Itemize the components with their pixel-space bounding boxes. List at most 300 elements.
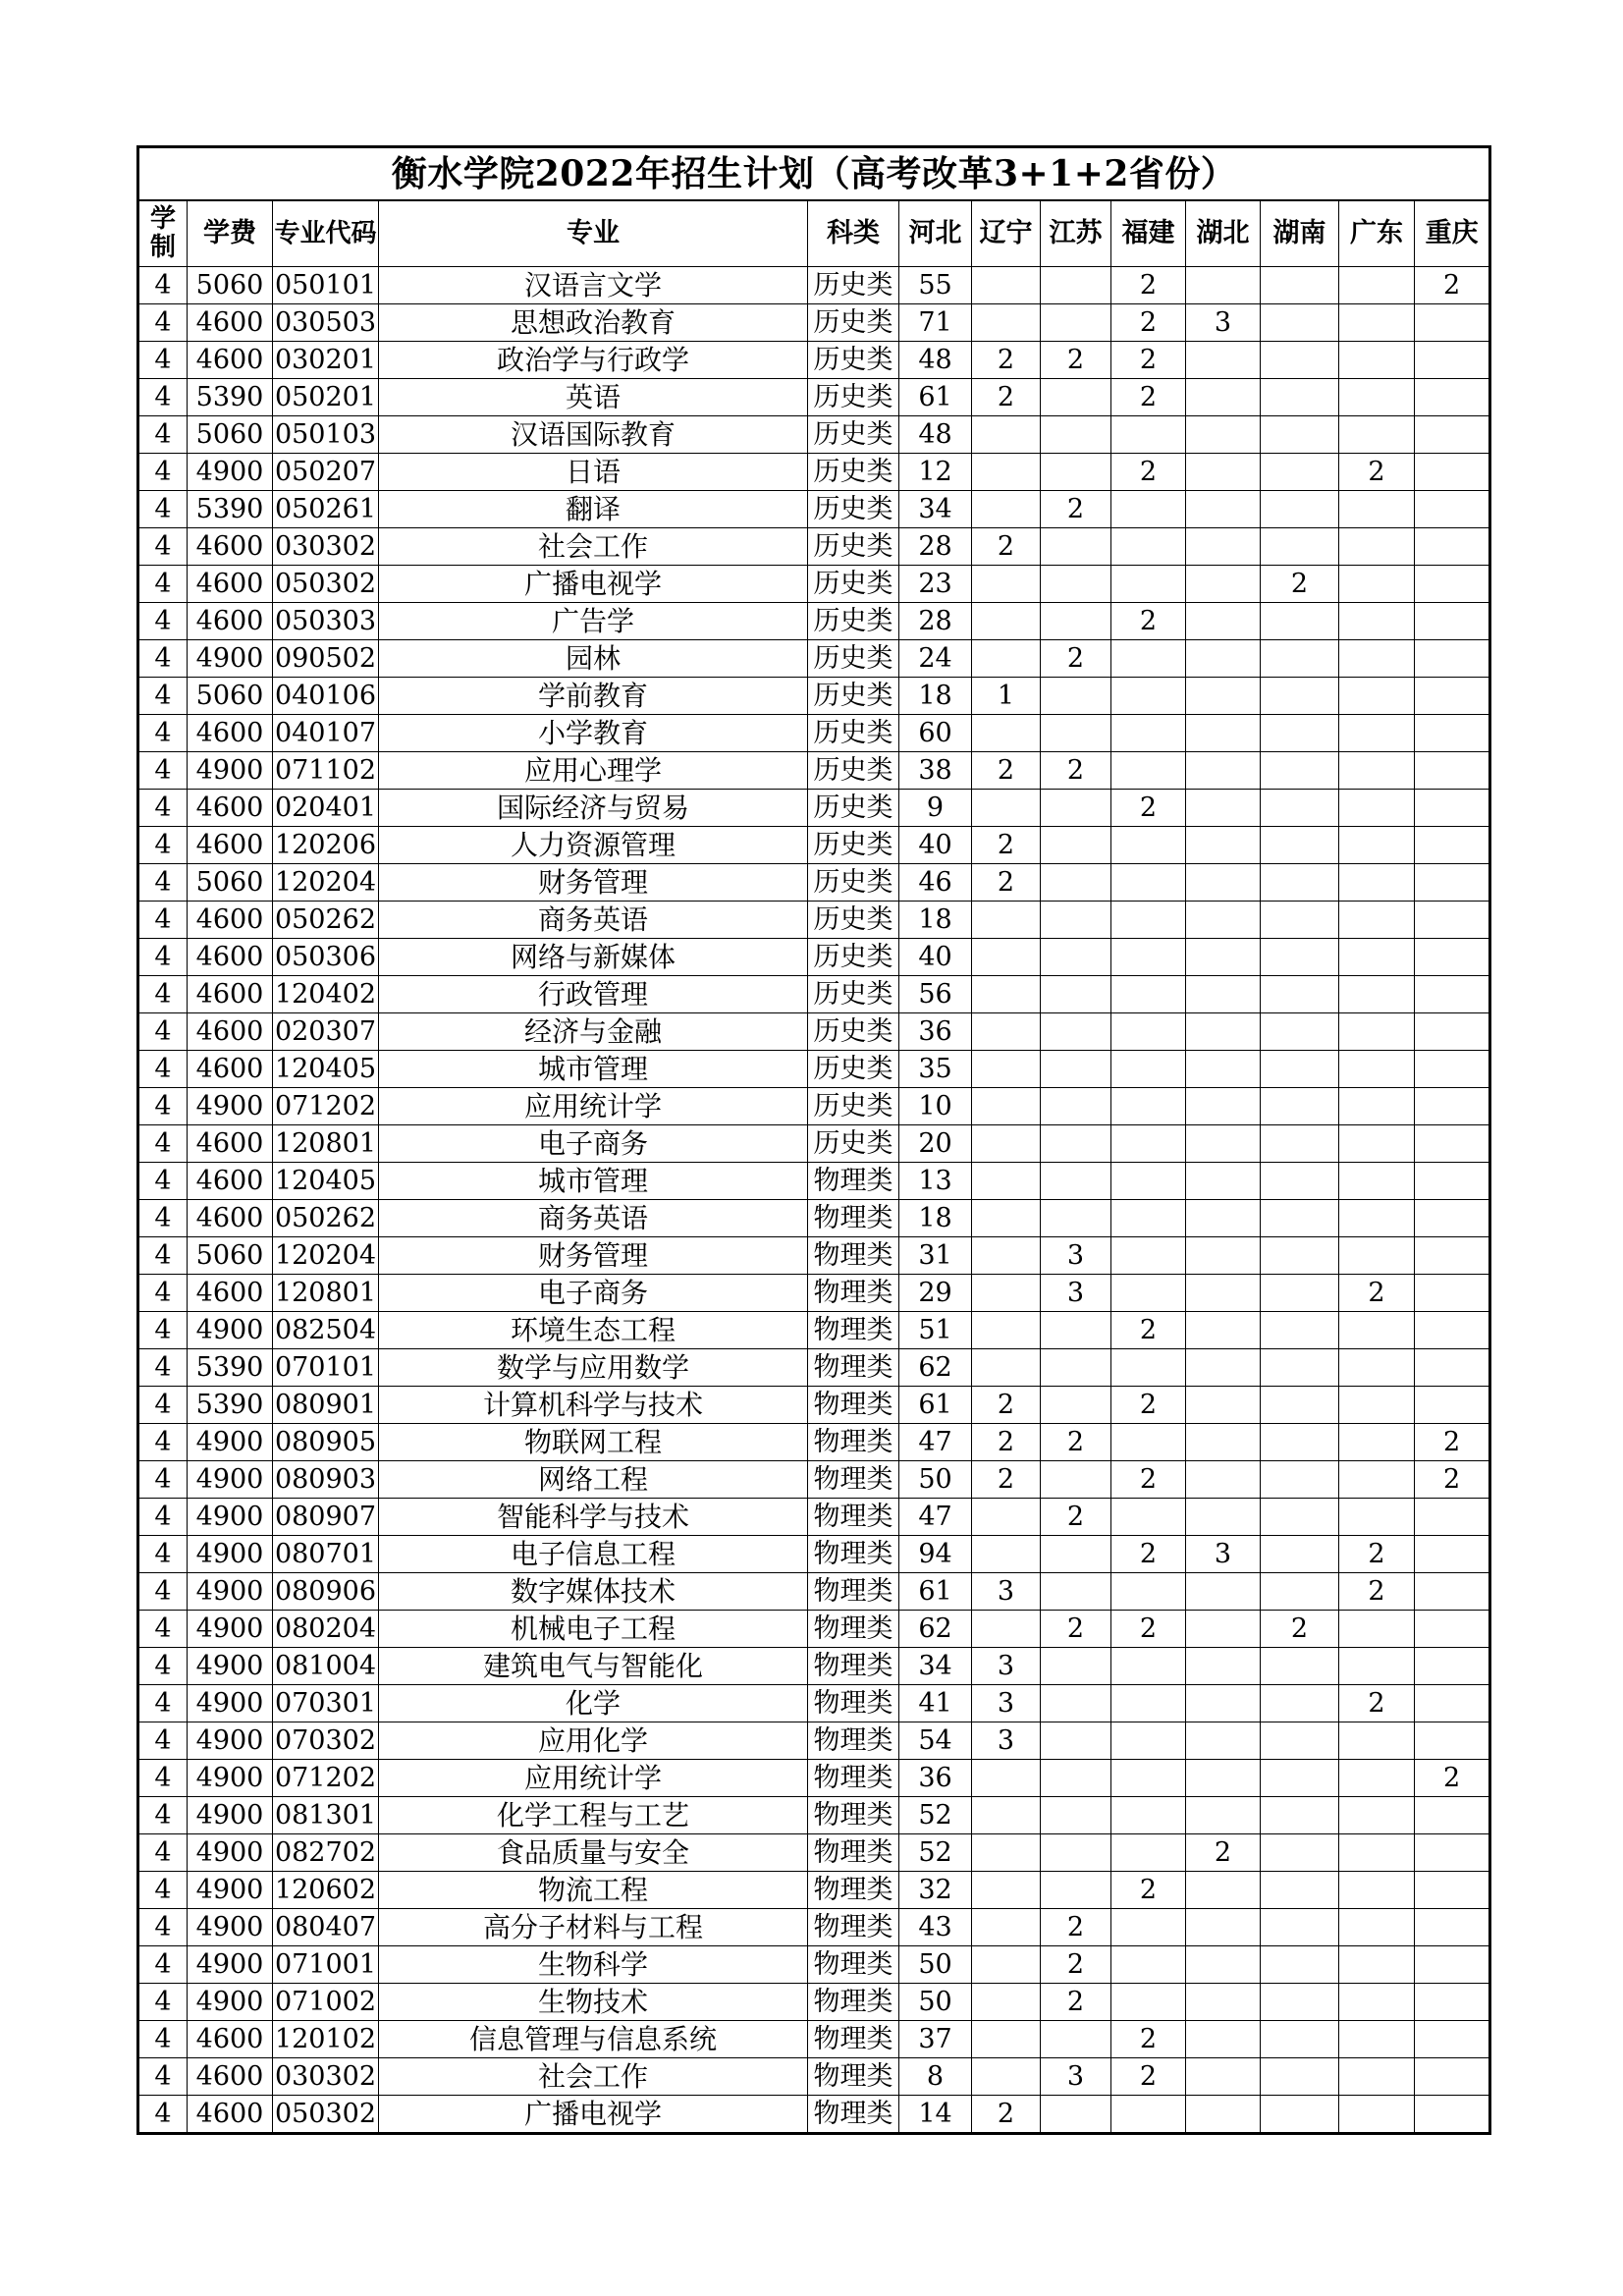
cell-count-1: 2 <box>972 342 1041 379</box>
cell-count-0: 55 <box>899 267 972 304</box>
cell-count-2 <box>1041 1872 1111 1909</box>
cell-fee: 4900 <box>188 1499 273 1536</box>
cell-count-3 <box>1111 528 1186 566</box>
cell-count-7 <box>1415 1499 1490 1536</box>
cell-fee: 4900 <box>188 1424 273 1461</box>
cell-count-1 <box>972 1536 1041 1573</box>
cell-fee: 4900 <box>188 1573 273 1611</box>
cell-count-6 <box>1339 1611 1415 1648</box>
cell-fee: 5390 <box>188 379 273 416</box>
cell-category: 物理类 <box>808 1984 899 2021</box>
cell-duration: 4 <box>138 976 188 1013</box>
table-row <box>138 1499 1490 1536</box>
cell-major: 财务管理 <box>379 1237 808 1275</box>
cell-count-3 <box>1111 976 1186 1013</box>
cell-count-0: 18 <box>899 678 972 715</box>
cell-fee: 4600 <box>188 1013 273 1051</box>
cell-count-3 <box>1111 416 1186 454</box>
cell-count-6: 2 <box>1339 1536 1415 1573</box>
cell-count-1: 1 <box>972 678 1041 715</box>
cell-count-4 <box>1186 1237 1261 1275</box>
cell-count-6: 2 <box>1339 1685 1415 1722</box>
cell-code: 050302 <box>273 2096 379 2134</box>
cell-count-6 <box>1339 1387 1415 1424</box>
cell-major: 汉语国际教育 <box>379 416 808 454</box>
cell-code: 120602 <box>273 1872 379 1909</box>
cell-category: 历史类 <box>808 1125 899 1163</box>
cell-category: 历史类 <box>808 379 899 416</box>
cell-fee: 4600 <box>188 304 273 342</box>
table-body <box>138 267 1490 2134</box>
cell-count-1 <box>972 790 1041 827</box>
cell-category: 物理类 <box>808 1424 899 1461</box>
cell-count-2: 2 <box>1041 1499 1111 1536</box>
cell-category: 物理类 <box>808 1312 899 1349</box>
cell-category: 历史类 <box>808 715 899 752</box>
cell-count-0: 18 <box>899 902 972 939</box>
cell-major: 计算机科学与技术 <box>379 1387 808 1424</box>
cell-count-5 <box>1261 790 1339 827</box>
cell-count-3 <box>1111 939 1186 976</box>
cell-code: 070301 <box>273 1685 379 1722</box>
cell-count-0: 36 <box>899 1760 972 1797</box>
cell-count-7 <box>1415 454 1490 491</box>
cell-count-1 <box>972 603 1041 640</box>
table-row <box>138 2021 1490 2058</box>
cell-code: 080905 <box>273 1424 379 1461</box>
header-province-hebei: 河北 <box>899 200 972 267</box>
cell-count-7 <box>1415 1685 1490 1722</box>
cell-fee: 4600 <box>188 2096 273 2134</box>
cell-fee: 4600 <box>188 902 273 939</box>
cell-duration: 4 <box>138 1499 188 1536</box>
cell-count-5 <box>1261 603 1339 640</box>
cell-count-0: 62 <box>899 1349 972 1387</box>
cell-count-0: 34 <box>899 491 972 528</box>
cell-fee: 4600 <box>188 528 273 566</box>
cell-count-0: 36 <box>899 1013 972 1051</box>
cell-count-7 <box>1415 1834 1490 1872</box>
cell-major: 网络与新媒体 <box>379 939 808 976</box>
cell-count-0: 23 <box>899 566 972 603</box>
cell-count-4 <box>1186 1499 1261 1536</box>
cell-fee: 4900 <box>188 1685 273 1722</box>
cell-fee: 4600 <box>188 715 273 752</box>
cell-category: 历史类 <box>808 304 899 342</box>
cell-fee: 4900 <box>188 1909 273 1946</box>
cell-count-1 <box>972 491 1041 528</box>
table-row <box>138 454 1490 491</box>
cell-count-2: 2 <box>1041 640 1111 678</box>
cell-count-5 <box>1261 1797 1339 1834</box>
cell-count-2 <box>1041 1163 1111 1200</box>
cell-fee: 4900 <box>188 1461 273 1499</box>
cell-duration: 4 <box>138 2021 188 2058</box>
cell-category: 物理类 <box>808 1872 899 1909</box>
table-row <box>138 1797 1490 1834</box>
cell-count-4: 2 <box>1186 1834 1261 1872</box>
cell-count-5 <box>1261 1648 1339 1685</box>
cell-count-6 <box>1339 1125 1415 1163</box>
cell-code: 050261 <box>273 491 379 528</box>
table-row <box>138 603 1490 640</box>
cell-count-3 <box>1111 715 1186 752</box>
header-category: 科类 <box>808 200 899 267</box>
table-row <box>138 1312 1490 1349</box>
cell-count-6 <box>1339 491 1415 528</box>
table-row <box>138 1275 1490 1312</box>
cell-code: 120204 <box>273 1237 379 1275</box>
cell-major: 物流工程 <box>379 1872 808 1909</box>
cell-count-6 <box>1339 790 1415 827</box>
cell-count-4 <box>1186 640 1261 678</box>
cell-major: 应用化学 <box>379 1722 808 1760</box>
cell-code: 080204 <box>273 1611 379 1648</box>
header-province-chongqing: 重庆 <box>1415 200 1490 267</box>
cell-category: 物理类 <box>808 1611 899 1648</box>
cell-count-0: 46 <box>899 864 972 902</box>
cell-count-3: 2 <box>1111 1312 1186 1349</box>
cell-count-3 <box>1111 1349 1186 1387</box>
cell-fee: 4600 <box>188 1275 273 1312</box>
cell-fee: 4900 <box>188 1946 273 1984</box>
cell-count-3: 2 <box>1111 2021 1186 2058</box>
cell-count-3: 2 <box>1111 342 1186 379</box>
cell-count-2 <box>1041 2096 1111 2134</box>
cell-count-1 <box>972 1797 1041 1834</box>
cell-count-1 <box>972 1760 1041 1797</box>
cell-fee: 4900 <box>188 1834 273 1872</box>
table-row <box>138 1872 1490 1909</box>
cell-code: 070302 <box>273 1722 379 1760</box>
cell-count-4 <box>1186 976 1261 1013</box>
cell-code: 080701 <box>273 1536 379 1573</box>
cell-count-3 <box>1111 1088 1186 1125</box>
cell-code: 080901 <box>273 1387 379 1424</box>
cell-category: 物理类 <box>808 1573 899 1611</box>
cell-major: 机械电子工程 <box>379 1611 808 1648</box>
cell-count-5 <box>1261 1424 1339 1461</box>
cell-count-4 <box>1186 1013 1261 1051</box>
cell-count-5 <box>1261 1051 1339 1088</box>
cell-count-0: 10 <box>899 1088 972 1125</box>
cell-code: 120402 <box>273 976 379 1013</box>
header-province-guangdong: 广东 <box>1339 200 1415 267</box>
cell-fee: 5060 <box>188 864 273 902</box>
cell-count-3 <box>1111 1760 1186 1797</box>
cell-count-0: 47 <box>899 1424 972 1461</box>
cell-duration: 4 <box>138 416 188 454</box>
cell-count-3 <box>1111 1237 1186 1275</box>
cell-count-2 <box>1041 454 1111 491</box>
cell-count-7 <box>1415 1536 1490 1573</box>
cell-major: 思想政治教育 <box>379 304 808 342</box>
cell-count-2 <box>1041 1200 1111 1237</box>
cell-category: 历史类 <box>808 902 899 939</box>
cell-count-1 <box>972 2021 1041 2058</box>
cell-count-5 <box>1261 528 1339 566</box>
cell-category: 历史类 <box>808 678 899 715</box>
cell-count-1: 2 <box>972 1424 1041 1461</box>
cell-count-4 <box>1186 1387 1261 1424</box>
cell-fee: 4600 <box>188 603 273 640</box>
cell-code: 030503 <box>273 304 379 342</box>
cell-count-7 <box>1415 1200 1490 1237</box>
cell-count-3 <box>1111 1946 1186 1984</box>
cell-category: 历史类 <box>808 640 899 678</box>
header-province-fujian: 福建 <box>1111 200 1186 267</box>
cell-count-1 <box>972 1013 1041 1051</box>
table-row <box>138 2058 1490 2096</box>
table-row <box>138 1349 1490 1387</box>
cell-count-5 <box>1261 454 1339 491</box>
cell-category: 物理类 <box>808 2058 899 2096</box>
cell-count-0: 14 <box>899 2096 972 2134</box>
cell-count-4 <box>1186 1200 1261 1237</box>
cell-count-7 <box>1415 1125 1490 1163</box>
cell-count-7: 2 <box>1415 1760 1490 1797</box>
cell-code: 120204 <box>273 864 379 902</box>
cell-count-2 <box>1041 678 1111 715</box>
cell-count-4 <box>1186 1088 1261 1125</box>
cell-fee: 4900 <box>188 640 273 678</box>
cell-duration: 4 <box>138 1648 188 1685</box>
cell-count-2: 3 <box>1041 2058 1111 2096</box>
cell-count-0: 56 <box>899 976 972 1013</box>
cell-count-4: 3 <box>1186 1536 1261 1573</box>
table-row <box>138 1237 1490 1275</box>
cell-count-4 <box>1186 1051 1261 1088</box>
cell-code: 040107 <box>273 715 379 752</box>
cell-count-2 <box>1041 528 1111 566</box>
cell-count-6 <box>1339 528 1415 566</box>
cell-count-2 <box>1041 902 1111 939</box>
cell-count-6 <box>1339 603 1415 640</box>
cell-code: 120206 <box>273 827 379 864</box>
cell-count-4 <box>1186 864 1261 902</box>
cell-count-7 <box>1415 1051 1490 1088</box>
cell-count-4 <box>1186 902 1261 939</box>
cell-count-3 <box>1111 827 1186 864</box>
cell-count-7 <box>1415 1349 1490 1387</box>
cell-duration: 4 <box>138 2058 188 2096</box>
cell-count-3: 2 <box>1111 379 1186 416</box>
cell-count-3 <box>1111 752 1186 790</box>
cell-count-1 <box>972 1834 1041 1872</box>
cell-count-0: 24 <box>899 640 972 678</box>
table-row <box>138 1685 1490 1722</box>
cell-count-5 <box>1261 640 1339 678</box>
cell-count-3: 2 <box>1111 1611 1186 1648</box>
cell-count-5 <box>1261 678 1339 715</box>
cell-count-6 <box>1339 379 1415 416</box>
cell-count-4 <box>1186 267 1261 304</box>
cell-code: 082504 <box>273 1312 379 1349</box>
cell-count-2 <box>1041 790 1111 827</box>
table-row <box>138 342 1490 379</box>
cell-duration: 4 <box>138 1984 188 2021</box>
cell-count-4 <box>1186 2058 1261 2096</box>
cell-count-6 <box>1339 1051 1415 1088</box>
cell-category: 物理类 <box>808 1237 899 1275</box>
cell-major: 国际经济与贸易 <box>379 790 808 827</box>
cell-count-7 <box>1415 2058 1490 2096</box>
cell-category: 历史类 <box>808 976 899 1013</box>
cell-count-1: 3 <box>972 1722 1041 1760</box>
cell-major: 人力资源管理 <box>379 827 808 864</box>
cell-major: 商务英语 <box>379 902 808 939</box>
cell-count-3 <box>1111 1909 1186 1946</box>
cell-count-4 <box>1186 1611 1261 1648</box>
cell-count-3 <box>1111 678 1186 715</box>
table-row <box>138 2096 1490 2134</box>
cell-count-6 <box>1339 267 1415 304</box>
cell-count-7: 2 <box>1415 1461 1490 1499</box>
cell-major: 学前教育 <box>379 678 808 715</box>
cell-major: 应用心理学 <box>379 752 808 790</box>
cell-code: 070101 <box>273 1349 379 1387</box>
cell-count-2 <box>1041 939 1111 976</box>
cell-major: 智能科学与技术 <box>379 1499 808 1536</box>
cell-code: 071002 <box>273 1984 379 2021</box>
cell-count-1: 2 <box>972 1387 1041 1424</box>
cell-major: 社会工作 <box>379 528 808 566</box>
header-row <box>138 200 1490 267</box>
cell-code: 050302 <box>273 566 379 603</box>
cell-code: 120102 <box>273 2021 379 2058</box>
cell-count-4 <box>1186 1312 1261 1349</box>
cell-count-1: 3 <box>972 1685 1041 1722</box>
table-row <box>138 528 1490 566</box>
cell-count-4 <box>1186 1424 1261 1461</box>
cell-count-2 <box>1041 379 1111 416</box>
cell-count-1 <box>972 1872 1041 1909</box>
cell-major: 化学 <box>379 1685 808 1722</box>
cell-count-3 <box>1111 1984 1186 2021</box>
cell-code: 071102 <box>273 752 379 790</box>
table-row <box>138 566 1490 603</box>
cell-code: 120405 <box>273 1051 379 1088</box>
cell-count-1: 2 <box>972 2096 1041 2134</box>
table-row <box>138 1611 1490 1648</box>
cell-count-7 <box>1415 1872 1490 1909</box>
cell-fee: 4600 <box>188 342 273 379</box>
cell-count-2 <box>1041 1536 1111 1573</box>
cell-count-7 <box>1415 2021 1490 2058</box>
cell-count-4 <box>1186 1349 1261 1387</box>
cell-count-3 <box>1111 1200 1186 1237</box>
cell-count-1 <box>972 416 1041 454</box>
cell-count-2 <box>1041 1349 1111 1387</box>
cell-count-5 <box>1261 976 1339 1013</box>
cell-count-4 <box>1186 1163 1261 1200</box>
cell-count-1 <box>972 1611 1041 1648</box>
cell-count-0: 32 <box>899 1872 972 1909</box>
cell-count-0: 38 <box>899 752 972 790</box>
cell-count-0: 47 <box>899 1499 972 1536</box>
cell-fee: 5060 <box>188 416 273 454</box>
cell-duration: 4 <box>138 1461 188 1499</box>
cell-count-7 <box>1415 342 1490 379</box>
cell-count-5 <box>1261 902 1339 939</box>
cell-category: 历史类 <box>808 790 899 827</box>
cell-count-7 <box>1415 1984 1490 2021</box>
cell-count-2 <box>1041 1461 1111 1499</box>
cell-code: 020401 <box>273 790 379 827</box>
cell-count-6 <box>1339 1088 1415 1125</box>
cell-count-0: 12 <box>899 454 972 491</box>
cell-count-7 <box>1415 304 1490 342</box>
cell-duration: 4 <box>138 528 188 566</box>
cell-count-6: 2 <box>1339 454 1415 491</box>
cell-count-1 <box>972 1312 1041 1349</box>
cell-category: 历史类 <box>808 267 899 304</box>
cell-count-3: 2 <box>1111 1536 1186 1573</box>
cell-count-7 <box>1415 491 1490 528</box>
cell-count-6 <box>1339 640 1415 678</box>
cell-count-6 <box>1339 976 1415 1013</box>
cell-count-6 <box>1339 1200 1415 1237</box>
cell-count-5 <box>1261 827 1339 864</box>
cell-duration: 4 <box>138 864 188 902</box>
cell-count-0: 18 <box>899 1200 972 1237</box>
cell-code: 050262 <box>273 902 379 939</box>
cell-count-2: 3 <box>1041 1275 1111 1312</box>
cell-count-1 <box>972 1051 1041 1088</box>
cell-count-6 <box>1339 752 1415 790</box>
table-row <box>138 1573 1490 1611</box>
cell-category: 历史类 <box>808 454 899 491</box>
cell-count-4 <box>1186 2096 1261 2134</box>
cell-count-1 <box>972 1125 1041 1163</box>
cell-code: 030302 <box>273 528 379 566</box>
cell-fee: 4900 <box>188 1760 273 1797</box>
cell-fee: 4900 <box>188 1722 273 1760</box>
cell-count-3: 2 <box>1111 603 1186 640</box>
cell-count-2 <box>1041 1125 1111 1163</box>
cell-duration: 4 <box>138 1797 188 1834</box>
cell-code: 080903 <box>273 1461 379 1499</box>
cell-code: 071202 <box>273 1760 379 1797</box>
cell-count-4 <box>1186 1909 1261 1946</box>
cell-major: 生物技术 <box>379 1984 808 2021</box>
cell-count-6 <box>1339 1013 1415 1051</box>
table-row <box>138 1424 1490 1461</box>
cell-count-5 <box>1261 342 1339 379</box>
cell-count-5 <box>1261 416 1339 454</box>
cell-count-4 <box>1186 1573 1261 1611</box>
cell-major: 广播电视学 <box>379 2096 808 2134</box>
cell-count-3 <box>1111 1013 1186 1051</box>
cell-count-7 <box>1415 1088 1490 1125</box>
table-row <box>138 752 1490 790</box>
cell-count-0: 9 <box>899 790 972 827</box>
cell-count-5 <box>1261 1685 1339 1722</box>
cell-count-7 <box>1415 1013 1490 1051</box>
cell-count-6 <box>1339 1648 1415 1685</box>
cell-major: 数学与应用数学 <box>379 1349 808 1387</box>
cell-count-3: 2 <box>1111 454 1186 491</box>
cell-count-2: 2 <box>1041 1984 1111 2021</box>
cell-count-2 <box>1041 715 1111 752</box>
cell-major: 物联网工程 <box>379 1424 808 1461</box>
cell-major: 化学工程与工艺 <box>379 1797 808 1834</box>
cell-duration: 4 <box>138 566 188 603</box>
cell-count-2 <box>1041 1573 1111 1611</box>
cell-count-2: 2 <box>1041 1909 1111 1946</box>
cell-duration: 4 <box>138 454 188 491</box>
cell-category: 物理类 <box>808 1760 899 1797</box>
